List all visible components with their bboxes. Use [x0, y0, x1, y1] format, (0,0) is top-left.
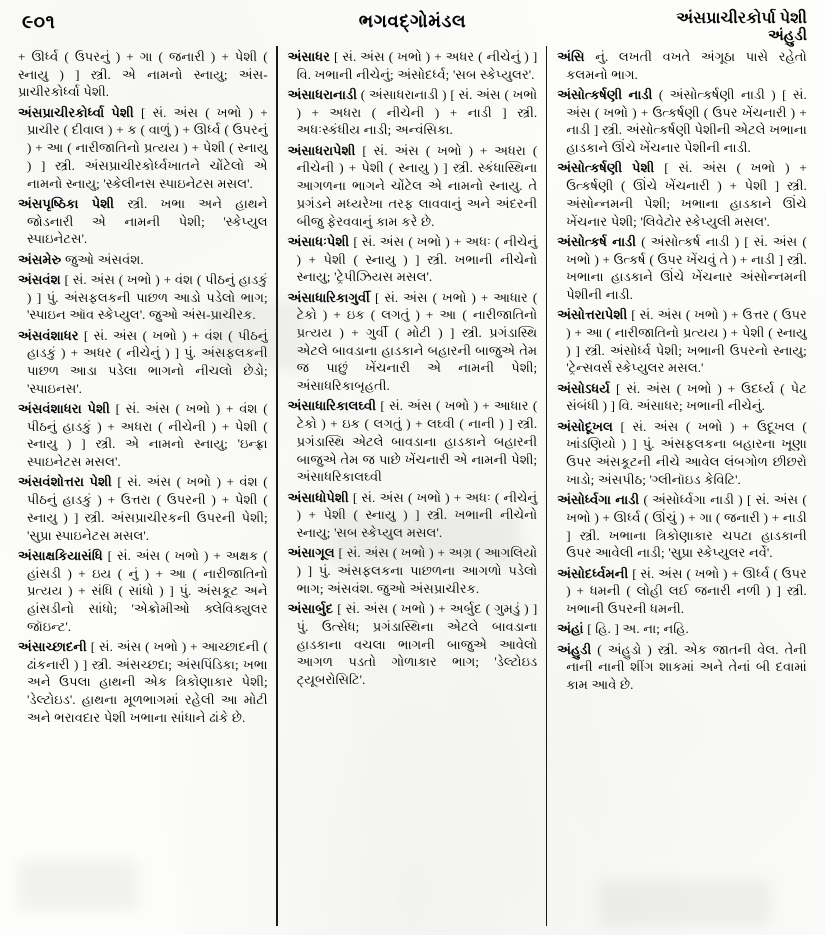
entry-headword: અંસાધઃપેશી [287, 233, 350, 249]
entry-headword: અંસવંશાધર [18, 327, 79, 343]
entry-definition: [ સં. અંસ ( ખભો ) + વંશ ( પીઠનું હાડકું ) + અધર ( નીચેનું ) ] પું. અંસફલકની પાછળ આડા પડેલા ભાગનો નીચલો છેડો; 'સ્પાઇનસ'. [27, 327, 268, 396]
entry-definition: [ સં. અંસ ( ખભો ) + આધાર ( ટેકો ) + ઇક ( લગતું ) + આ ( નારીજાતિનો પ્રત્યય ) + ગુર્વી ( મોટી ) ] સ્ત્રી. પ્રગંડાસ્થિ એટલે બાવડાના હાડકાને બહારની બાજુએ તેમ જ પાછું ખેંચનારી એ નામની પેશી; અંસાધરિકાબૃહતી. [296, 289, 538, 394]
entry-definition: [ સં. અંસ ( ખભો ) + વંશ ( પીઠનું હાડકું ) + અધરા ( નીચેની ) + પેશી ( સ્નાયુ ) ] સ્ત્રી. એ નામનો સ્નાયુ; 'ઇન્ફ્રા સ્પાઇનેટસ મસલ'. [27, 400, 268, 470]
entry-definition: ( અંહુડો ) સ્ત્રી. એક જાતની વેલ. તેની નાની નાની શીંગ શાકમાં અને તેનાં બી દવામાં કામ આવે છે. [566, 641, 807, 692]
entry-definition: + ઊર્ધ્વ ( ઉપરનું ) + ગા ( જનારી ) + પેશી ( સ્નાયુ ) ] સ્ત્રી. એ નામનો સ્નાયુ; અંસ-પ્રાચીરકોર્ધ્વા પેશી. [18, 49, 268, 100]
entry-definition: [ હિ. ] અ. ના; નહિ. [587, 621, 689, 637]
entry-definition: [ સં. અંસ ( ખભો ) + ઉત્કર્ષણી ( ઊંચે ખેંચનારી ) + પેશી ] સ્ત્રી. અંસોન્નમની પેશી; ખભાના હાડકાને ઊંચે ખેંચનાર પેશી; 'લિવેટોર સ્કેપ્યુલી મસલ'. [566, 160, 807, 229]
entry-definition: [ સં. અંસ ( ખભો ) + અર્બુદ ( ગુમડું ) ] પું. ઉત્સેધ; પ્રગંડાસ્થિના એટલે બાવડાના હાડકાના વચલા ભાગની બાજુએ આવેલો આગળ પડતો ગોળાકાર ભાગ; 'ડેલ્ટોઇડ ટ્યૂબરોસિટિ'. [296, 601, 538, 687]
dictionary-entry [288, 289, 538, 395]
dictionary-entry [288, 489, 538, 542]
entry-definition: [ સં. અંસ ( ખભો ) + અગ્ર ( આગલિયો ) ] પું. અંસફલકના પાછળના આગળો પડેલો ભાગ; અંસવંશ. જુઓ અંસપ્રાચીરક. [296, 545, 538, 596]
dictionary-entry [557, 418, 807, 489]
entry-headword: અંસોત્કર્ષણી નાડી [557, 86, 653, 102]
catchword-block [676, 10, 807, 45]
entry-headword: અંસાચ્છાદની [18, 639, 87, 654]
book-title: ભગવદ્ગોમંડલ [358, 11, 467, 31]
entry-headword: અંસોત્તરાપેશી [557, 307, 628, 323]
entry-headword: અંસોઽધર્ય [557, 380, 610, 396]
entry-headword: અંસાધર [287, 49, 330, 64]
dictionary-entry [18, 638, 268, 727]
entry-headword: અંહુડી [557, 641, 592, 657]
entry-definition: ( અંસોત્કર્ષ નાડી ) [ સં. અંસ ( ખભો ) + ઉત્કર્ષ ( ઉપર ખેંચવું તે ) + નાડી ] સ્ત્રી. ખભાના હાડકાને ઊંચે ખેંચનાર અંસોન્નમની પેશીની નાડી. [566, 233, 807, 303]
entry-definition: [ સં. અંસ ( ખભો ) + ઉત્તર ( ઉપર ) + આ ( નારીજાતિનો પ્રત્યય ) + પેશી ( સ્નાયુ ) ] સ્ત્રી. અંસોર્ધ્વ પેશી; ખભાની ઉપરનો સ્નાયુ; 'ટ્રેન્સવર્સ સ્કેપ્યુલર મસલ.' [566, 307, 807, 376]
entry-headword: અંસમેરુ [18, 251, 62, 267]
column-3 [547, 46, 817, 928]
dictionary-entry [288, 48, 538, 83]
entry-definition: [ સં. અંસ ( ખભો ) + અધઃ ( નીચેનું ) + પેશી ( સ્નાયુ ) ] સ્ત્રી. ખભાની નીચેનો સ્નાયુ; 'સબ સ્કેપ્યુલ મસલ'. [296, 489, 538, 541]
entry-headword: અંસવંશ [18, 271, 61, 287]
dictionary-entry [18, 251, 268, 269]
entry-headword: અંસોત્કર્ષણી પેશી [557, 160, 655, 176]
dictionary-entry [288, 142, 538, 231]
entry-headword: અંસોદર્ધ્વમની [557, 565, 629, 581]
dictionary-entry [18, 104, 268, 193]
column-1 [8, 46, 278, 928]
column-container [8, 46, 817, 928]
dictionary-entry [18, 400, 268, 471]
entry-headword: અંસાધારિકાલઘ્વી [287, 398, 377, 414]
dictionary-entry [557, 233, 807, 304]
running-head [0, 8, 825, 50]
column-2 [278, 46, 548, 928]
dictionary-entry [557, 565, 807, 618]
entry-headword: અંસવંશાધરા પેશી [18, 400, 110, 416]
entry-definition: નું. લખતી વખતે અંગૂઠા પાસે રહેતો કલમનો ભાગ. [566, 49, 807, 82]
dictionary-entry [557, 491, 807, 562]
dictionary-entry [557, 620, 807, 638]
dictionary-entry [18, 195, 268, 248]
dictionary-entry [557, 159, 807, 230]
entry-headword: અંસવંશોત્તરા પેશી [18, 474, 112, 490]
dictionary-entry [18, 48, 268, 101]
dictionary-entry [557, 641, 807, 694]
dictionary-entry [288, 600, 538, 689]
entry-definition: [ સં. અંસ ( ખભો ) + વંશ ( પીઠનું હાડકું ) + ઉત્તરા ( ઉપરની ) + પેશી ( સ્નાયુ ) ] સ્ત્રી. અંસપ્રાચીરકની ઉપરની પેશી; 'સુપ્રા સ્પાઇનેટસ મસલ'. [27, 474, 268, 543]
entry-headword: અંસાક્ષકિયાસંધિ [18, 547, 103, 563]
entry-definition: [ સં. અંસ ( ખભો ) + વંશ ( પીઠનું હાડકું ) ] પું. અંસફલકની પાછળ આડો પડેલો ભાગ; 'સ્પાઇન ઑવ સ્કેપ્યુલ'. જુઓ અંસ-પ્રાચીરક. [27, 271, 268, 323]
dictionary-entry [557, 380, 807, 415]
entry-definition: જુઓ અંસવંશ. [64, 251, 144, 267]
entry-definition: [ સં. અંસ ( ખભો ) + અધરા ( નીચેની ) + પેશી ( સ્નાયુ ) ] સ્ત્રી. સ્કંધાસ્થિના આગળના ભાગને ચોંટેલ એ નામનો સ્નાયુ. તે પ્રગંડને મધ્યરેખા તરફ લાવવાનું અને અંદરની બીજુ ફેરવવાનું કામ કરે છે. [296, 142, 538, 229]
dictionary-entry [18, 271, 268, 324]
dictionary-entry [288, 397, 538, 486]
dictionary-entry [557, 48, 807, 83]
page-number: ૯૦૧ [22, 12, 56, 33]
dictionary-entry [18, 327, 268, 398]
entry-headword: અંસાધરાનાડી [287, 86, 357, 102]
entry-headword: અંસપૃષ્ઠિકા પેશી [18, 195, 115, 211]
entry-headword: અંસોત્કર્ષ નાડી [557, 233, 636, 249]
entry-headword: અંસાર્બુદ [287, 601, 334, 617]
entry-headword: અંસોદૂખલ [557, 418, 613, 434]
entry-definition: [ સં. અંસ ( ખભો ) + ઊર્ધ્વ ( ઉપર ) + ધમની ( લોહી લઈ જનારી નળી ) ] સ્ત્રી. ખભાની ઉપરની ધમની. [566, 565, 807, 617]
entry-headword: અંસાધોપેશી [287, 489, 349, 505]
entry-definition: [ સં. અંસ ( ખભો ) + અધર ( નીચેનું ) ] વિ. ખભાની નીચેનું; અંસોદર્ધ્વ; 'સબ સ્કેપ્યુલર'. [296, 49, 538, 82]
entry-definition: ( અંસાધરાનાડી ) [ સં. અંસ ( ખભો ) + અધરા ( નીચેની ) + નાડી ] સ્ત્રી. અધઃસ્કંધીય નાડી; અન્વંસિકા. [296, 86, 538, 138]
dictionary-entry [18, 473, 268, 544]
dictionary-entry [18, 547, 268, 636]
entry-definition: [ સં. અંસ ( ખભો ) + પ્રાચીર ( દીવાલ ) + ક ( વાળું ) + ઊર્ધ્વ ( ઉપરનું ) + આ ( નારીજાતિનો પ્રત્યય ) + પેશી ( સ્નાયુ ) ] સ્ત્રી. અંસપ્રાચીરકોર્ધ્વખાતને ચોંટેલો એ નામનો સ્નાયુ; 'સ્કેલીનસ સ્પાઇનેટસ મસલ'. [27, 104, 268, 191]
entry-headword: અંસાધારિકાગુર્વી [287, 289, 370, 305]
dictionary-entry [557, 306, 807, 377]
entry-headword: અંહાં [557, 621, 584, 637]
dictionary-entry [288, 544, 538, 597]
entry-definition: [ સં. અંસ ( ખભો ) + ઉદર્ધ્ય ( પેટ સંબંધી ) ] વિ. અંસાધર; ખભાની નીચેનું. [566, 380, 807, 414]
entry-definition: ( અંસોત્કર્ષણી નાડી ) [ સં. અંસ ( ખભો ) + ઉત્કર્ષણી ( ઉપર ખેંચનારી ) + નાડી ] સ્ત્રી. અંસોત્કર્ષણી પેશીની એટલે ખભાના હાડકાને ઊંચે ખેંચનાર પેશીની નાડી. [566, 86, 807, 156]
entry-definition: [ સં. અંસ ( ખભો ) + આચ્છાદની ( ઢાંકનારી ) ] સ્ત્રી. અંસચ્છદા; અંસપિંડિકા; ખભા અને ઉપલા હાથની એક ત્રિકોણાકાર પેશી; 'ડેલ્ટોઇડ'. હાથના મૂળભાગમાં રહેલી આ મોટી અને ભરાવદાર પેશી ખભાના સાંધાને ઢાંકે છે. [27, 639, 268, 725]
entry-headword: અંસોર્ધ્વગા નાડી [557, 492, 640, 508]
entry-definition: [ સં. અંસ ( ખભો ) + અક્ષક ( હાંસડી ) + ઇય ( નું ) + આ ( નારીજાતિનો પ્રત્યય ) + સંધિ ( સાંધો ) ] પું. અંસકૂટ અને હાંસડીનો સાંધો; 'એક્રોમીઓ ક્લેવિક્યુલર જૉઇન્ટ'. [27, 547, 268, 634]
entry-headword: અંસપ્રાચીરકોર્ધ્વા પેશી [18, 104, 134, 120]
entry-definition: [ સં. અંસ ( ખભો ) + આધાર ( ટેકો ) + ઇક ( લગતું ) + લઘ્વી ( નાની ) ] સ્ત્રી. પ્રગંડાસ્થિ એટલે બાવડાના હાડકાને બહારની બાજુએ તેમ જ પાછે ખેંચનારી એ નામની પેશી; અંસાધરિકાલઘ્વી [296, 398, 538, 485]
entry-definition: [ સં. અંસ ( ખભો ) + ઉદૂખલ ( ખાંડણિયો ) ] પું. અંસફલકના બહારના ખૂણા ઉપર અંસકૂટની નીચે આવેલ લંબગોળ છીછરો ખાડો; અંસપીઠ; 'ગ્લીનૉઇડ કેવિટિ'. [566, 418, 807, 487]
entry-definition: સ્ત્રી. ખભા અને હાથને જોડનારી એ નામની પેશી; 'સ્કેપ્યુલ સ્પાઇનેટસ'. [27, 195, 268, 247]
dictionary-entry [288, 233, 538, 286]
catchword-primary: અંસપ્રાચીરકોર્પા પેશી [676, 10, 807, 27]
entry-definition: [ સં. અંસ ( ખભો ) + અધઃ ( નીચેનું ) + પેશી ( સ્નાયુ ) ] સ્ત્રી. ખભાની નીચેનો સ્નાયુ; 'ટ્રેપીઝિયસ મસલ'. [296, 233, 538, 285]
dictionary-entry [288, 86, 538, 139]
catchword-secondary: અંહુડી [767, 27, 807, 44]
entry-headword: અંસાધરાપેશી [287, 142, 356, 158]
entry-definition: ( અંસોર્ધ્વગા નાડી ) [ સં. અંસ ( ખભો ) + ઊર્ધ્વ ( ઊંચું ) + ગા ( જનારી ) + નાડી ] સ્ત્રી. ખભાના ત્રિકોણાકાર ચપટા હાડકાની ઉપર આવેલી નાડી; 'સુપ્રા સ્કેપ્યુલર નર્વે'. [566, 492, 807, 561]
entry-headword: અંસિ [557, 49, 585, 64]
dictionary-entry [557, 86, 807, 157]
entry-headword: અંસાગૂલ [287, 545, 335, 561]
